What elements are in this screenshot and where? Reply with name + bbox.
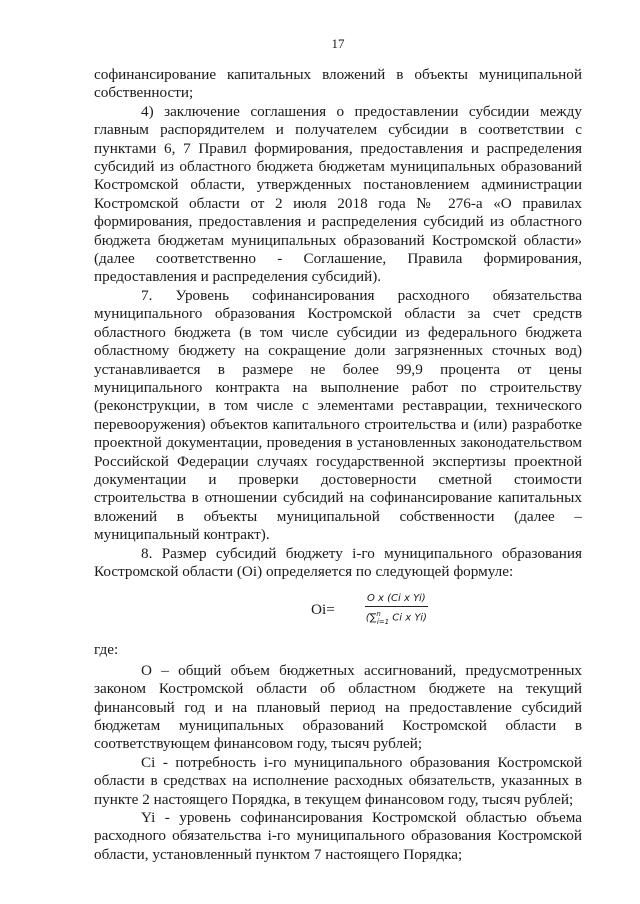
text-line: области в средствах на исполнение расходных обязательств, указанных в [94,772,582,790]
text-line: пунктами 6, 7 Правил формирования, предоставления и распределения [94,139,582,157]
text-line: (далее соответственно - Соглашение, Правила формирования, [94,250,582,268]
text-line: главным распорядителем и получателем субсидии в соответствии с [94,121,582,139]
text-line: бюджета бюджетам муниципальных образований Костромской области» [94,231,582,249]
sum-lower-limit: i=1 [376,617,390,626]
sum-symbol: (∑ [365,612,377,624]
definition-yi [94,809,582,864]
document-page [94,36,582,864]
text-line: 4) заключение соглашения о предоставлении субсидии между [141,102,582,120]
paragraph-continuation [94,66,582,103]
text-line: проектной документации, проведения в установленных законодательством [94,434,582,452]
text-line: Ci - потребность i-го муниципального образования Костромской [141,753,582,771]
formula-denominator-rest: Ci x Yi) [389,612,427,624]
paragraph-item-8 [94,545,582,582]
text-line: вложений в объекты муниципальной собственности (далее – [94,507,582,525]
formula-lhs: Oi= [311,601,335,619]
text-line: бюджетам муниципальных образований Костромской области в [94,717,582,734]
text-line: соответствующем финансовом году, тысяч рублей; [94,735,423,753]
text-line: областному бюджету на сокращение доли загрязненных сточных вод) [94,342,582,360]
text-line: муниципальный контракт). [94,526,270,544]
paragraph-item-4 [94,103,582,287]
sum-upper-limit: n [376,610,381,619]
text-line: строительства в отношении субсидий на софинансирование капитальных [94,489,582,507]
definition-o [94,662,582,754]
text-line: муниципального образования Костромской области за счет средств [94,305,582,323]
formula-denominator [365,607,428,627]
text-line: О – общий объем бюджетных ассигнований, предусмотренных [141,661,582,679]
text-line: (реконструкции, в том числе с элементами реставрации, технического [94,397,582,415]
text-line: собственности; [94,84,194,102]
text-line: пункте 2 настоящего Порядка, в текущем финансовом году, тысяч рублей; [94,790,574,808]
text-line: Yi - уровень софинансирования Костромской областью объема [141,809,582,827]
formula-fraction [365,593,428,627]
text-line: формирования, предоставления и распределения субсидий из областного [94,213,582,231]
text-line: 8. Размер субсидий бюджету i-го муниципального образования [141,544,582,562]
text-line: перевооружения) объектов капитального строительства и (или) разработке [94,415,582,433]
text-line: Российской Федерации случаях государственной экспертизы проектной [94,452,582,470]
text-line: муниципального контракта на выполнение работ по строительству [94,378,582,396]
formula [94,589,582,635]
where-label: где: [94,641,119,659]
text-line: документации и проверки достоверности сметной стоимости [94,470,582,488]
text-line: законом Костромской области об областном бюджете на текущий [94,680,582,698]
text-line: расходного обязательства i-го муниципального образования Костромской [94,827,582,845]
paragraph-item-7 [94,287,582,545]
text-line: Костромской области (Oi) определяется по следующей формуле: [94,562,514,580]
formula-numerator: O x (Ci x Yi) [365,593,428,607]
text-line: Костромской области от 2 июля 2018 года № 276-а «О правилах [94,194,582,212]
page-number: 17 [331,36,345,51]
text-line: устанавливается в размере не более 99,9 процента от цены [94,360,582,378]
definition-ci [94,754,582,809]
text-line: субсидий из областного бюджета бюджетам муниципальных образований [94,158,582,176]
text-line: софинансирование капитальных вложений в объекты муниципальной [94,66,582,83]
text-line: предоставления и распределения субсидий). [94,268,382,286]
text-line: области, установленный пунктом 7 настоящего Порядка; [94,845,463,863]
text-line: финансовый год и на плановый период на предоставление субсидий [94,698,582,716]
text-line: областного бюджета (в том числе субсидии из федерального бюджета [94,323,582,341]
text-line: 7. Уровень софинансирования расходного обязательства [141,286,582,304]
text-line: Костромской области, утвержденных постановлением администрации [94,176,582,194]
